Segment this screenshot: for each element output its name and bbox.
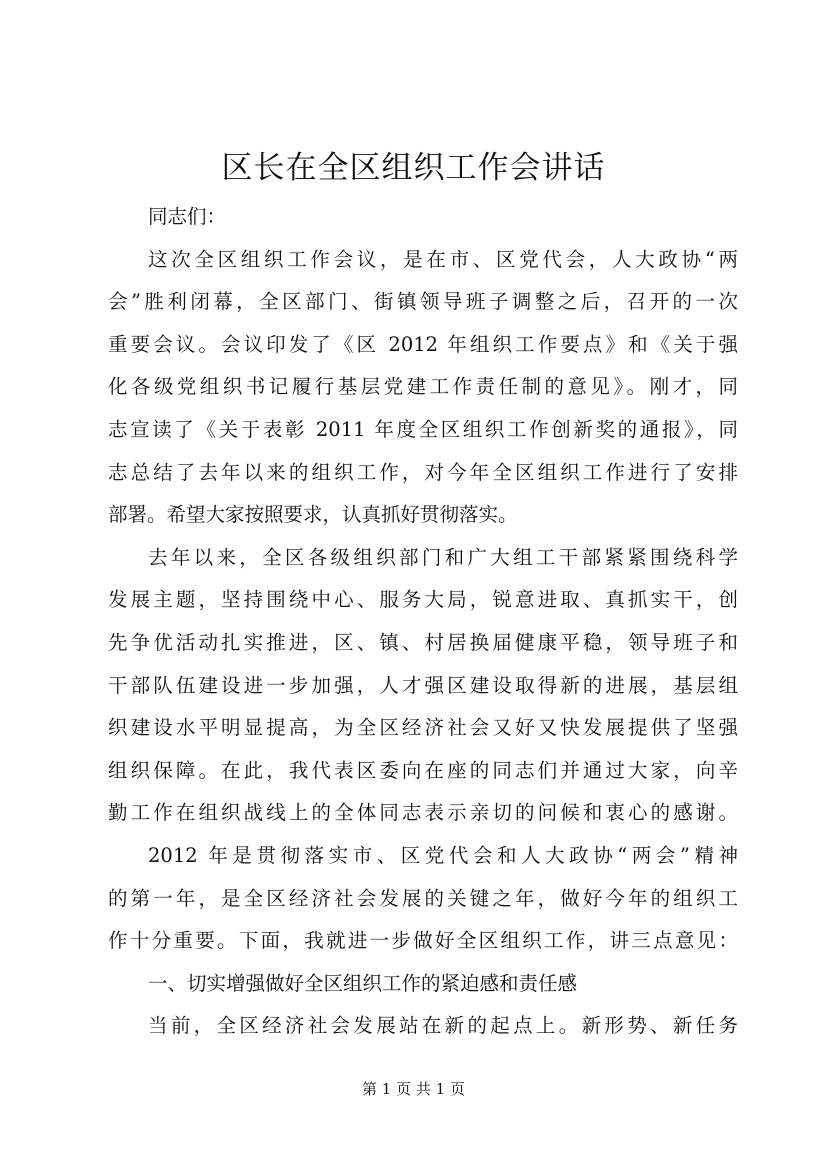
text-line: 先争优活动扎实推进，区、镇、村居换届健康平稳，领导班子和 [108, 630, 738, 654]
text-line: 这次全区组织工作会议，是在市、区党代会，人大政协“两 [148, 247, 738, 271]
text-line: 当前，全区经济社会发展站在新的起点上。新形势、新任务 [148, 1014, 738, 1038]
text-line: 作十分重要。下面，我就进一步做好全区组织工作，讲三点意见： [108, 929, 738, 953]
text-line: 的第一年，是全区经济社会发展的关键之年，做好今年的组织工 [108, 886, 738, 910]
text-line: 干部队伍建设进一步加强，人才强区建设取得新的进展，基层组 [108, 673, 738, 697]
text-line: 去年以来，全区各级组织部门和广大组工干部紧紧围绕科学 [148, 545, 738, 569]
text-line: 部署。希望大家按照要求，认真抓好贯彻落实。 [108, 503, 518, 527]
text-line: 会”胜利闭幕，全区部门、街镇领导班子调整之后，召开的一次 [108, 290, 738, 314]
page-footer: 第 1 页 共 1 页 [362, 1080, 465, 1098]
text-line: 织建设水平明显提高，为全区经济社会又好又快发展提供了坚强 [108, 716, 738, 740]
text-line: 勤工作在组织战线上的全体同志表示亲切的问候和衷心的感谢。 [108, 801, 738, 825]
text-line: 一、切实增强做好全区组织工作的紧迫感和责任感 [148, 971, 578, 995]
text-line: 志宣读了《关于表彰 2011 年度全区组织工作创新奖的通报》，同 [108, 417, 738, 441]
document-title: 区长在全区组织工作会讲话 [221, 150, 606, 186]
text-line: 发展主题，坚持围绕中心、服务大局，锐意进取、真抓实干，创 [108, 588, 738, 612]
text-line: 2012 年是贯彻落实市、区党代会和人大政协“两会”精神 [148, 843, 738, 867]
text-line: 化各级党组织书记履行基层党建工作责任制的意见》。刚才，同 [108, 375, 738, 399]
text-line: 组织保障。在此，我代表区委向在座的同志们并通过大家，向辛 [108, 758, 738, 782]
text-line: 重要会议。会议印发了《区 2012 年组织工作要点》和《关于强 [108, 332, 738, 356]
text-line: 志总结了去年以来的组织工作，对今年全区组织工作进行了安排 [108, 460, 738, 484]
document-body [108, 196, 738, 1048]
text-line: 同志们： [148, 205, 227, 228]
